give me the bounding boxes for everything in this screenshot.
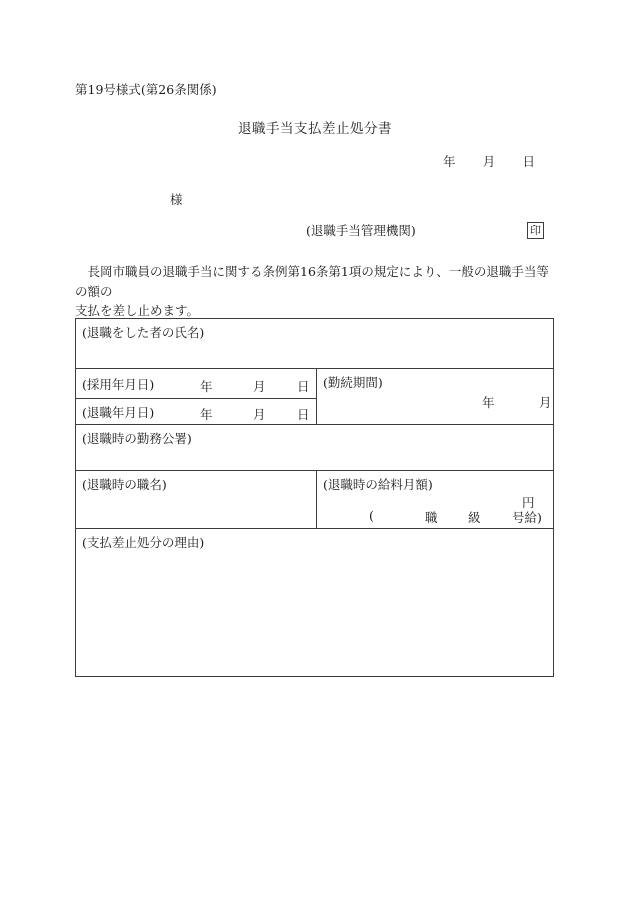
form-table — [75, 318, 554, 677]
service-period-label: (勤続期間) — [323, 375, 383, 390]
salary-grade-class-label: 級 — [468, 510, 481, 525]
name-cell — [76, 319, 554, 369]
body-paragraph — [75, 262, 557, 321]
service-period-year-label: 年 — [482, 395, 495, 410]
salary-grade-job-label: 職 — [425, 510, 438, 525]
retire-date-month-label: 月 — [253, 407, 266, 422]
recipient-honorific: 様 — [170, 192, 183, 207]
service-period-month-label: 月 — [539, 395, 552, 410]
seal-mark: 印 — [527, 222, 544, 239]
job-title-cell — [76, 471, 317, 529]
retire-date-label: (退職年月日) — [82, 404, 155, 420]
hire-date-month-label: 月 — [253, 379, 266, 394]
hire-date-label: (採用年月日) — [82, 376, 155, 392]
salary-cell — [317, 471, 554, 529]
office-cell — [76, 425, 554, 471]
job-title-label: (退職時の職名) — [82, 477, 167, 492]
document-title: 退職手当支払差止処分書 — [238, 121, 392, 137]
body-line-2: 支払を差し止めます。 — [75, 303, 200, 318]
date-month-label: 月 — [482, 154, 496, 169]
date-year-label: 年 — [443, 154, 456, 169]
retire-date-year-label: 年 — [200, 407, 213, 422]
date-day-label: 日 — [522, 154, 535, 169]
retire-date-day-label: 日 — [297, 407, 310, 422]
salary-paren-open: ( — [369, 508, 374, 523]
service-period-cell — [317, 369, 554, 425]
issuer-label: (退職手当管理機関) — [306, 223, 416, 238]
salary-grade-step-label: 号給) — [512, 510, 542, 525]
date-line — [443, 152, 535, 170]
reason-label: (支払差止処分の理由) — [82, 535, 205, 550]
retire-date-cell — [76, 399, 317, 425]
salary-yen-label: 円 — [522, 495, 535, 510]
reason-cell — [76, 529, 554, 677]
form-number: 第19号様式(第26条関係) — [75, 82, 217, 97]
hire-date-year-label: 年 — [200, 379, 213, 394]
name-label: (退職をした者の氏名) — [82, 325, 205, 340]
hire-date-day-label: 日 — [297, 379, 310, 394]
body-line-1: 長岡市職員の退職手当に関する条例第16条第1項の規定により、一般の退職手当等の額の — [75, 264, 549, 299]
office-label: (退職時の勤務公署) — [82, 431, 192, 446]
salary-label: (退職時の給料月額) — [323, 477, 433, 492]
hire-date-cell — [76, 369, 317, 399]
